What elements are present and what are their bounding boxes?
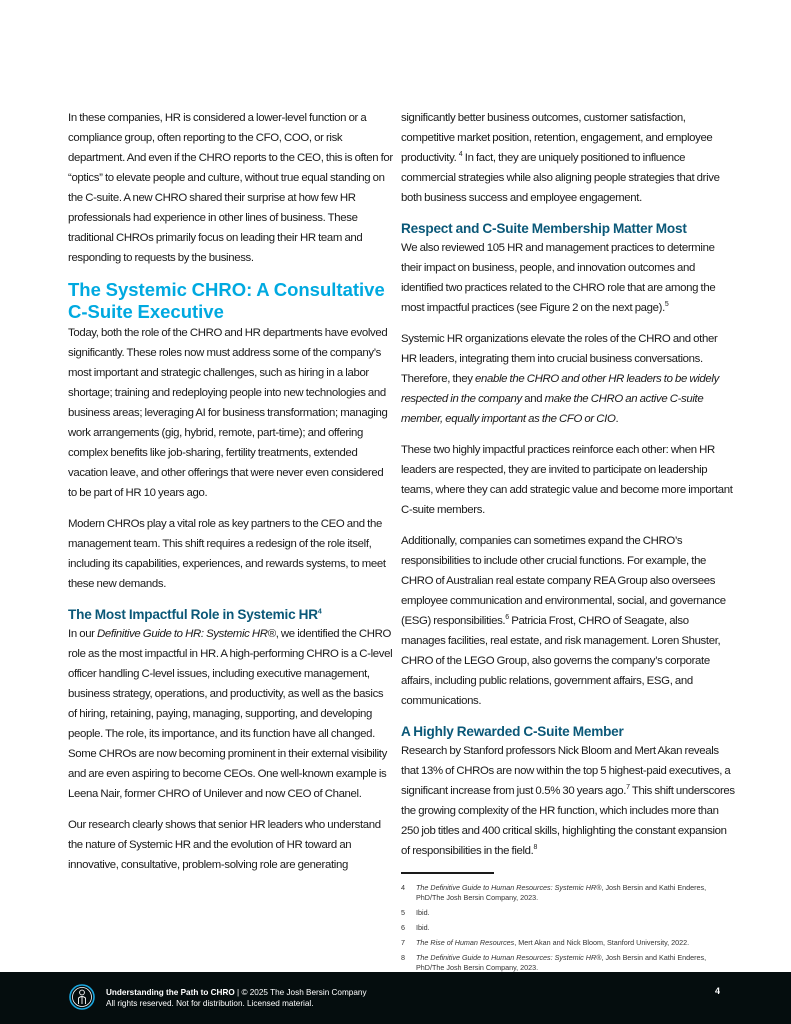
footnote-text — [416, 938, 689, 948]
text-run: Our research clearly shows that senior HR leaders who understand the nature of Systemic HR and the evolution of HR toward an innovative, consultative, problem-solving role are generating — [68, 819, 381, 871]
text-run: , Josh Bersin and Kathi Enderes, PhD/The Josh Bersin Company, 2023. — [416, 883, 707, 902]
paragraph — [68, 323, 394, 503]
text-run: In fact, they are uniquely positioned to influence commercial strategies while also aligning people strategies that drive both business success and employee engagement. — [401, 152, 720, 204]
text-run: , Mert Akan and Nick Bloom, Stanford University, 2022. — [514, 938, 690, 947]
text-run: These two highly impactful practices reinforce each other: when HR leaders are respected, they are invited to participate on leadership teams, where they can add strategic value and become more important C-suite members. — [401, 444, 733, 516]
footer-copyright: © 2025 The Josh Bersin Company — [241, 988, 367, 997]
footnote-ref: 4 — [317, 608, 322, 616]
paragraph — [401, 440, 735, 520]
text-run: This shift underscores the growing complexity of the HR function, which includes more than 250 job titles and 400 critical skills, highlighting the constant expansion of responsibilities in the field. — [401, 785, 735, 857]
footnote-number: 7 — [401, 938, 405, 947]
footnote-number: 6 — [401, 923, 405, 932]
footer-title: Understanding the Path to CHRO — [106, 988, 235, 997]
text-run: Research by Stanford professors Nick Bloom and Mert Akan reveals that 13% of CHROs are now within the top 5 highest-paid executives, a significant increase from just 0.5% 30 years ago. — [401, 745, 731, 797]
text-run: significantly better business outcomes, customer satisfaction, competitive market position, retention, engagement, and employee productivity. — [401, 112, 713, 164]
footnote-ref: 4 — [458, 151, 463, 159]
subsection-heading — [68, 605, 394, 624]
text-run: Systemic HR organizations elevate the roles of the CHRO and other HR leaders, integrating them into crucial business conversations. Therefore, they — [401, 333, 718, 385]
footer-text — [106, 987, 367, 1009]
italic-text: enable the CHRO and other HR leaders to be widely respected in the company — [401, 373, 719, 405]
text-run: In these companies, HR is considered a lower-level function or a compliance group, often reporting to the CFO, COO, or risk department. And even if the CHRO reports to the CEO, this is often for “optics” to elevate people and culture, without true equal standing on the C-suite. A new CHRO shared their surprise at how few HR professionals had experience in other lines of business. These traditional CHROs primarily focus on leading their HR team and responding to requests by the business. — [68, 112, 393, 264]
text-run: Ibid. — [416, 923, 430, 932]
text-run: Patricia Frost, CHRO of Seagate, also manages facilities, real estate, and risk management. Loren Shuster, CHRO of the LEGO Group, also governs the company’s corporate affairs, including public relations, government affairs, ESG, and communications. — [401, 615, 721, 707]
subsection-heading — [401, 722, 735, 741]
text-run: A Highly Rewarded C-Suite Member — [401, 724, 624, 739]
text-run: We also reviewed 105 HR and management practices to determine their impact on business, people, and innovation outcomes and identified two practices related to the CHRO role that are among the most impactful practices (see Figure 2 on the next page). — [401, 242, 716, 314]
footnote-text — [416, 883, 735, 903]
footnote-ref: 5 — [664, 301, 669, 309]
subsection-heading — [401, 219, 735, 238]
footnote-text — [416, 953, 735, 973]
footnote-ref: 7 — [626, 784, 630, 792]
section-heading — [68, 279, 394, 323]
footnote — [401, 923, 735, 933]
footer-rights: All rights reserved. Not for distribution. Licensed material. — [106, 999, 314, 1008]
footnote-text — [416, 923, 430, 933]
text-run: Ibid. — [416, 908, 430, 917]
text-run: Today, both the role of the CHRO and HR departments have evolved significantly. These roles now must address some of the company’s most important and strategic challenges, such as hiring in a labor shortage; training and redeploying people into new technologies and business areas; leveraging AI for business transformation; managing work arrangements (gig, hybrid, remote, part-time); and offering complex benefits like job-sharing, fertility treatments, extended vacation leave, and other offerings that were never even considered to be part of HR 10 years ago. — [68, 327, 388, 499]
footnote-text — [416, 908, 430, 918]
paragraph — [68, 108, 394, 268]
text-run: , Josh Bersin and Kathi Enderes, PhD/The Josh Bersin Company, 2023. — [416, 953, 707, 972]
text-run: Modern CHROs play a vital role as key partners to the CEO and the management team. This shift requires a redesign of the role itself, including its capabilities, experiences, and rewards systems, to meet these new demands. — [68, 518, 386, 590]
paragraph — [68, 815, 394, 875]
footnote-ref: 6 — [505, 614, 509, 622]
left-column — [68, 108, 394, 886]
text-run: and — [521, 393, 545, 405]
footnote-divider — [401, 872, 494, 874]
footnote-number: 5 — [401, 908, 405, 917]
paragraph — [68, 624, 394, 804]
footnote — [401, 883, 735, 903]
text-run: The Systemic CHRO: A Consultative C-Suite Executive — [68, 279, 385, 322]
footnote-number: 8 — [401, 953, 405, 962]
text-run: Respect and C-Suite Membership Matter Most — [401, 221, 687, 236]
italic-text: make the CHRO an active C-suite member, equally important as the CFO or CIO — [401, 393, 704, 425]
paragraph — [401, 741, 735, 861]
italic-text: The Rise of Human Resources — [416, 938, 515, 947]
footnote-number: 4 — [401, 883, 405, 892]
text-run: Additionally, companies can sometimes expand the CHRO’s responsibilities to include other crucial functions. For example, the CHRO of Australian real estate company REA Group also oversees employee communication and environmental, social, and governance (ESG) responsibilities. — [401, 535, 726, 627]
paragraph — [401, 329, 735, 429]
footnote — [401, 908, 735, 918]
right-column — [401, 108, 735, 978]
right-column-body — [401, 108, 735, 861]
paragraph — [401, 238, 735, 318]
page-number: 4 — [715, 986, 721, 996]
footnote-ref: 8 — [533, 844, 538, 852]
text-run: In our — [68, 628, 98, 640]
paragraph — [401, 531, 735, 711]
italic-text: The Definitive Guide to Human Resources: Systemic HR® — [416, 883, 602, 892]
paragraph — [401, 108, 735, 208]
footer-separator: | — [237, 988, 240, 997]
italic-text: The Definitive Guide to Human Resources: Systemic HR® — [416, 953, 602, 962]
footnote — [401, 938, 735, 948]
footnote — [401, 953, 735, 973]
text-run: The Most Impactful Role in Systemic HR — [68, 607, 318, 622]
josh-bersin-logo-icon — [69, 984, 95, 1010]
italic-text: Definitive Guide to HR: Systemic HR® — [97, 628, 276, 640]
footnotes — [401, 883, 735, 973]
text-run: . — [615, 413, 619, 425]
paragraph — [68, 514, 394, 594]
text-run: , we identified the CHRO role as the most impactful in HR. A high-performing CHRO is a C-level officer handling C-level issues, including executive management, business strategy, operations, and productivity, as well as the basics of hiring, retaining, paying, managing, supporting, and developing people. The role, its importance, and its function have all changed. Some CHROs are now becoming prominent in their external visibility and are even aspiring to become CEOs. One well-known example is Leena Nair, former CHRO of Unilever and now CEO of Chanel. — [68, 628, 393, 800]
page-footer — [0, 972, 791, 1024]
